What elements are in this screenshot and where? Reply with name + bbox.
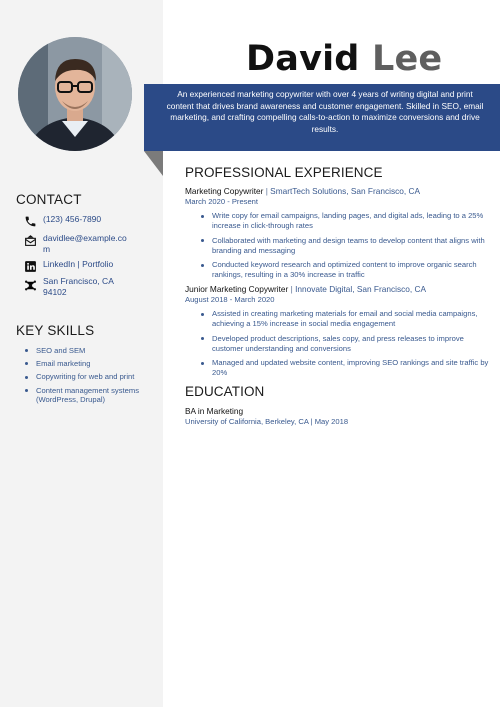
contact-linkedin[interactable]: [23, 259, 131, 273]
contact-email[interactable]: [23, 233, 131, 255]
skill-item: SEO and SEM: [24, 346, 159, 356]
job-dates: August 2018 - March 2020: [185, 295, 275, 304]
experience-heading: PROFESSIONAL EXPERIENCE: [185, 165, 383, 180]
job-bullets: [200, 211, 490, 285]
skills-heading: KEY SKILLS: [16, 323, 95, 338]
summary-banner: [144, 84, 500, 151]
job-title: Junior Marketing Copywriter: [185, 284, 289, 294]
degree: BA in Marketing: [185, 406, 244, 416]
education-details: University of California, Berkeley, CA | May 2018: [185, 417, 349, 426]
first-name: David: [246, 39, 360, 79]
contact-location: [23, 276, 125, 298]
banner-fold: [144, 151, 163, 176]
job-bullet: Assisted in creating marketing materials for email and social media campaigns, achieving a 15% increase in social media engagement: [200, 309, 490, 329]
envelope-icon: [23, 233, 37, 247]
candidate-name: [246, 37, 442, 81]
contact-heading: CONTACT: [16, 192, 82, 207]
job-bullet: Write copy for email campaigns, landing pages, and digital ads, leading to a 25% increase in click-through rates: [200, 211, 490, 231]
job-org: Innovate Digital, San Francisco, CA: [295, 284, 427, 294]
linkedin-text: LinkedIn | Portfolio: [43, 259, 114, 269]
linkedin-icon: [23, 259, 37, 273]
contact-phone[interactable]: [23, 214, 131, 228]
job-title: Marketing Copywriter: [185, 186, 264, 196]
phone-icon: [23, 214, 37, 228]
location-network-icon: [23, 278, 37, 292]
job-dates: March 2020 - Present: [185, 197, 259, 206]
education-heading: EDUCATION: [185, 384, 265, 399]
profile-photo: [18, 37, 132, 151]
email-text: davidlee@example.com: [43, 233, 127, 254]
job-bullets: [200, 309, 490, 383]
job-title-line: Junior Marketing Copywriter | Innovate Digital, San Francisco, CA: [185, 284, 427, 294]
job-bullet: Collaborated with marketing and design teams to develop content that aligns with branding and messaging: [200, 236, 490, 256]
job-bullet: Managed and updated website content, improving SEO rankings and site traffic by 20%: [200, 358, 490, 378]
job-title-line: Marketing Copywriter | SmartTech Solutions, San Francisco, CA: [185, 186, 421, 196]
last-name: Lee: [371, 39, 443, 79]
skills-list: [24, 346, 159, 408]
skill-item: Email marketing: [24, 359, 159, 369]
location-text: San Francisco, CA 94102: [43, 276, 114, 297]
skill-item: Content management systems (WordPress, Drupal): [24, 386, 159, 405]
skill-item: Copywriting for web and print: [24, 372, 159, 382]
phone-text: (123) 456-7890: [43, 214, 102, 224]
job-org: SmartTech Solutions, San Francisco, CA: [270, 186, 421, 196]
job-bullet: Developed product descriptions, sales copy, and press releases to improve customer understanding and conversions: [200, 334, 490, 354]
summary-text: An experienced marketing copywriter with over 4 years of writing digital and print content that drives brand awareness and customer engagement. Skilled in SEO, email marketing, and crafting compelling calls-to-action to maximize conversions and drive results.: [166, 89, 484, 134]
job-bullet: Conducted keyword research and optimized content to improve organic search rankings, resulting in a 30% increase in traffic: [200, 260, 490, 280]
